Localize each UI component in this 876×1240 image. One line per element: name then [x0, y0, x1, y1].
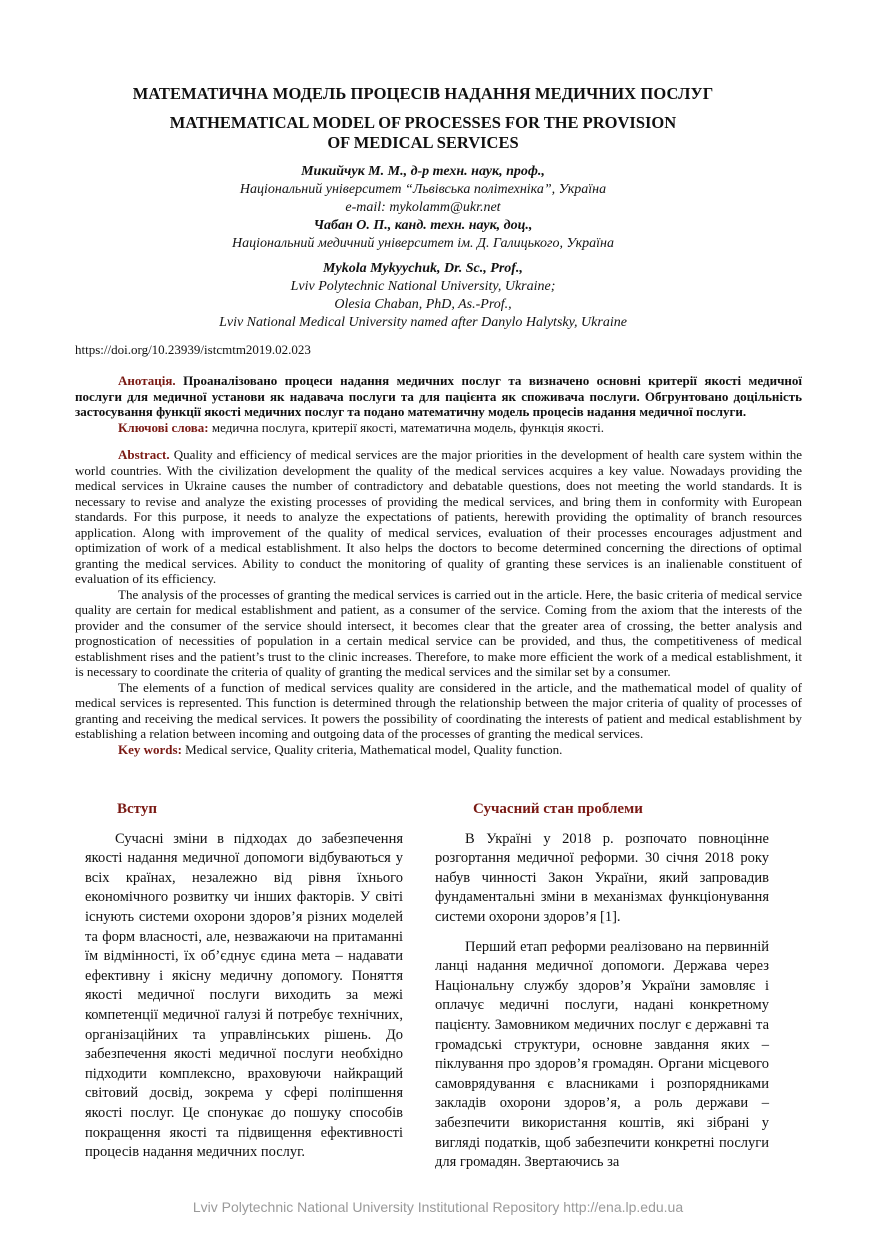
- author-en-2-affiliation: Lviv National Medical University named after Danylo Halytsky, Ukraine: [219, 315, 627, 330]
- author-1-name: Микийчук М. М., д-р техн. наук, проф.,: [301, 164, 545, 179]
- title-english-line-2: OF MEDICAL SERVICES: [327, 133, 519, 152]
- abstract-paragraph-2: The analysis of the processes of granting the medical services is carried out in the article. Here, the basic criteria of medical service quality are certain for medical establishment and patient, as a consumer of the service. Coming from the axiom that the interests of the provider and the consumer of the service should intersect, it becomes clear that the greater area of crossing, the better analysis and prognostication of necessities of population in a certain medical service can be provided, and thus, the competitiveness of medical establishment rises and the patient’s trust to the clinic increases. Therefore, to make more efficient the work of a medical establishment, it is necessary to coordinate the criteria of quality of granting the medical services and the similar set by a consumer.: [75, 586, 802, 679]
- author-1-email: e-mail: mykolamm@ukr.net: [345, 200, 501, 215]
- author-1-affiliation: Національний університет “Львівська політехніка”, Україна: [239, 182, 607, 197]
- keywords-en-text: Medical service, Quality criteria, Mathematical model, Quality function.: [185, 741, 563, 757]
- title-english-line-1: MATHEMATICAL MODEL OF PROCESSES FOR THE PROVISION: [169, 113, 677, 132]
- author-2-affiliation: Національний медичний університет ім. Д. Галицького, Україна: [232, 236, 614, 251]
- annotation-text: Проаналізовано процеси надання медичних послуг та визначено основні критерії якості медичної послуги для медичної установи як надавача послуги та для пацієнта як споживача послуги. Обгрунтовано доцільність застосування функції якості медичних послуг та подано математичну модель процесів надання медичної послуги.: [75, 373, 803, 419]
- author-en-1-name: Mykola Mykyychuk, Dr. Sc., Prof.,: [323, 261, 523, 276]
- author-2-name: Чабан О. П., канд. техн. наук, доц.,: [313, 218, 533, 233]
- annotation-label: Анотація.: [118, 373, 176, 388]
- current-state-paragraph-1: В Україні у 2018 р. розпочато повноцінне розгортання медичної реформи. 30 січня 2018 року набув чинності Закон України, який запровадив фундаментальні зміни в механізмах функціонування системи охорони здоров’я [1].: [435, 830, 769, 925]
- keywords-ukrainian: [75, 420, 802, 436]
- current-state-paragraph-2: Перший етап реформи реалізовано на первинній ланці надання медичної допомоги. Держава через Національну службу здоров’я України замовляє і оплачує медичні послуги, надані конкретному пацієнту. Замовником медичних послуг є державні та громадські структури, основне завдання яких – піклування про здоров’я громадян. Органи місцевого самоврядування є власниками і розпорядниками закладів охорони здоров’я, а роль держави – забезпечити використання коштів, які зібрані у вигляді податків, щоб забезпечити конкретні послуги для громадян. Звертаючись за: [435, 938, 769, 1171]
- keywords-ua-text: медична послуга, критерії якості, математична модель, функція якості.: [211, 419, 605, 435]
- keywords-ua-label: Ключові слова:: [118, 419, 209, 435]
- right-column: [435, 800, 769, 1173]
- keywords-en-label: Key words:: [118, 741, 182, 757]
- abstract-english: [75, 447, 802, 757]
- title-ukrainian: МАТЕМАТИЧНА МОДЕЛЬ ПРОЦЕСІВ НАДАННЯ МЕДИЧНИХ ПОСЛУГ: [132, 84, 714, 103]
- abstract-paragraph-3: The elements of a function of medical services quality are considered in the article, and the mathematical model of quality of medical services is represented. This function is determined through the relationship between the major criteria of quality of processes of granting and receiving the medical services. It powers the possibility of coordinating the interests of patient and medical establishment by establishing a relation between incoming and outgoing data of the processes of granting the medical services.: [75, 679, 802, 741]
- doi-link[interactable]: https://doi.org/10.23939/istcmtm2019.02.023: [75, 342, 311, 357]
- abstract-doctors-word: doctors: [438, 540, 477, 555]
- abstract-label: Abstract.: [118, 447, 170, 462]
- section-heading-introduction: Вступ: [117, 801, 157, 817]
- annotation-ukrainian: [75, 373, 802, 435]
- repository-footer: Lviv Polytechnic National University Institutional Repository http://ena.lp.edu.ua: [192, 1199, 684, 1215]
- left-column: [85, 800, 403, 1163]
- keywords-english: [75, 742, 802, 758]
- authors-block: [0, 163, 846, 332]
- author-en-1-affiliation: Lviv Polytechnic National University, Ukraine;: [290, 279, 556, 294]
- author-en-2-name: Olesia Chaban, PhD, As.-Prof.,: [334, 297, 512, 312]
- abstract-paragraph-1: Abstract. Quality and efficiency of medical services are the major priorities in the development of health care system within the world countries. With the civilization development the quality of the medical services acquires a key value. Nowadays providing the medical services in Ukraine causes the number of contradictory and debatable questions, does not meeting the world standards. It is necessary to revise and analyze the existing processes of providing the medical services, and bring them in conformity with European standards. For this purpose, it needs to analyze the expectations of patients, herewith providing the optimality of branch resources application. Along with improvement of the quality of medical services, evaluation of their processes encourages adjustment and optimization of work of a medical establishment. It also helps the doctors to become determined concerning the directions of optimal granting the medical services. Ability to conduct the monitoring of quality of granting these services is an inalienable constituent of evaluation of its efficiency.: [75, 447, 803, 586]
- introduction-paragraph: Сучасні зміни в підходах до забезпечення якості надання медичної допомоги відбуваються у всіх країнах, незалежно від рівня їхнього економічного розвитку чи інших факторів. У світі існують системи охорони здоров’я різних моделей та форм власності, але, незважаючи на притаманні їм відмінності, їх об’єднує єдина мета – надавати ефективну і якісну медичну допомогу. Поняття якості медичної послуги виходить за межі компетенції медичної галузі й потребує технічних, організаційних та управлінських рішень. До забезпечення якості медичної послуги необхідно підходити комплексно, враховуючи найкращий світовий досвід, зокрема у сфері поліпшення якості послуг. Це спонукає до пошуку способів покращення якості та підвищення ефективності процесів надання медичних послуг.: [85, 830, 403, 1161]
- annotation-paragraph: [75, 373, 802, 420]
- section-heading-current-state: Сучасний стан проблеми: [473, 801, 643, 817]
- title-english: [0, 113, 846, 153]
